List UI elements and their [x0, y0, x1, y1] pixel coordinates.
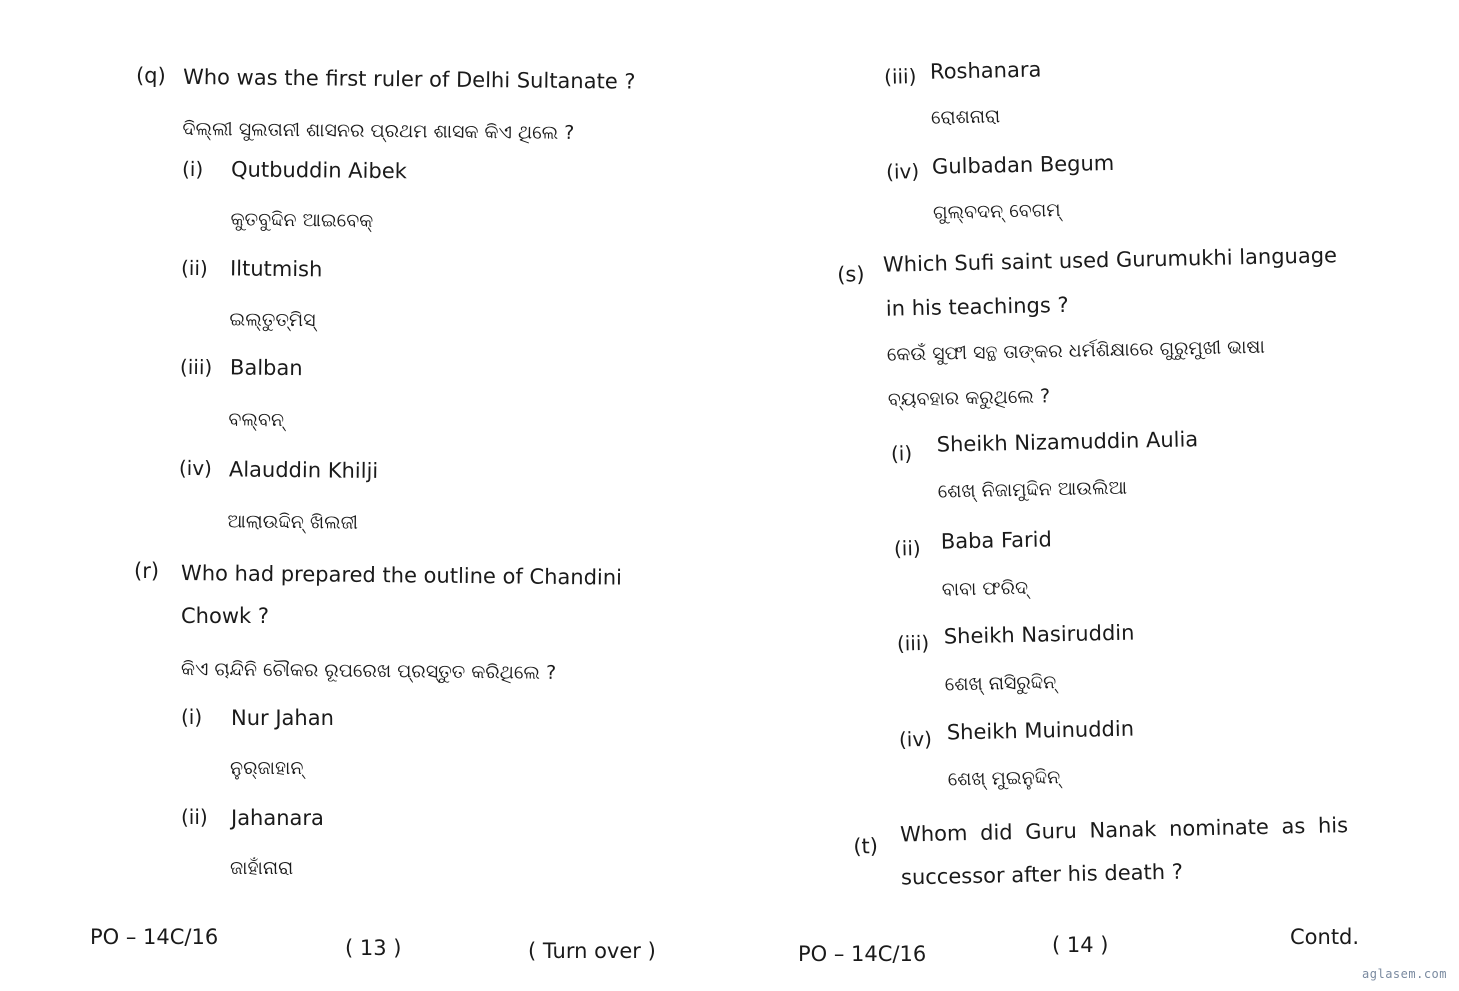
question-text-odia: କିଏ ଚାନ୍ଦିନି ଚୌକର ରୂପରେଖ ପ୍ରସ୍ତୁତ କରିଥିଲେ ? [180, 658, 557, 684]
page-number: ( 14 ) [1052, 933, 1109, 957]
question-r [0, 0, 730, 900]
option-english: Nur Jahan [231, 706, 334, 730]
question-text-english: Who had prepared the outline of Chandini [180, 561, 623, 590]
paper-code: PO – 14C/16 [798, 942, 927, 966]
question-text-english: Who was the first ruler of Delhi Sultanate ? [182, 64, 636, 94]
option-odia: ଆଲାଉଦ୍ଦିନ୍ ଖିଲଜୀ [227, 510, 359, 534]
contd-label: Contd. [1290, 925, 1360, 949]
option-number: (ii) [181, 805, 208, 829]
question-text-odia: ଦିଲ୍ଲୀ ସୁଲତାନୀ ଶାସନର ପ୍ରଥମ ଶାସକ କିଏ ଥିଲେ ? [182, 117, 575, 145]
option-odia: ଗୁଲ୍‌ବଦନ୍ ବେଗମ୍ [932, 199, 1061, 224]
option-english: Balban [229, 355, 303, 381]
option-number: (i) [890, 441, 913, 466]
option-odia: ଇଲ୍‌ତୁତ୍‌ମିସ୍ [229, 308, 316, 332]
option-number: (iii) [179, 354, 213, 380]
option-number: (i) [181, 705, 203, 729]
option-english: Jahanara [231, 806, 324, 830]
option-odia: ବାବା ଫରିଦ୍ [941, 576, 1029, 601]
turn-over-label: ( Turn over ) [528, 939, 656, 963]
option-odia: ଶେଖ୍ ନାସିରୁଦ୍ଦିନ୍ [944, 671, 1057, 696]
option-odia: ଶେଖ୍ ନିଜାମୁଦ୍ଦିନ ଆଉଲିଆ [937, 476, 1128, 503]
question-text-english: in his teachings ? [885, 292, 1069, 321]
option-odia: ଜାହାଁନାରା [230, 857, 294, 879]
watermark: aglasem.com [1362, 967, 1447, 981]
option-number: (i) [181, 156, 204, 182]
question-number: (q) [135, 63, 166, 88]
option-number: (iii) [883, 64, 917, 89]
option-number: (iv) [898, 726, 933, 752]
option-number: (ii) [893, 536, 921, 561]
option-english: Gulbadan Begum [931, 150, 1115, 179]
option-odia: ବଲ୍‌ବନ୍ [228, 408, 285, 431]
option-odia: ରୋଶନାରା [930, 105, 1001, 129]
option-number: (iv) [885, 159, 920, 184]
question-text-english: Chowk ? [181, 604, 269, 628]
question-text-english: successor after his death ? [900, 859, 1184, 890]
option-odia: କୁତବୁଦ୍ଦିନ ଆଇବେକ୍ [230, 208, 374, 232]
option-odia: ଶେଖ୍ ମୁଇନୁଦ୍ଦିନ୍ [947, 766, 1061, 791]
option-number: (iv) [178, 455, 213, 481]
option-english: Sheikh Nasiruddin [943, 620, 1135, 649]
question-t [721, 0, 1459, 900]
question-number: (r) [134, 559, 160, 583]
option-english: Qutbuddin Aibek [230, 157, 407, 184]
page-number: ( 13 ) [345, 936, 402, 960]
option-number: (iii) [896, 630, 930, 656]
question-number: (t) [853, 833, 879, 859]
option-odia: ନୁର୍‌ଜାହାନ୍ [230, 757, 304, 779]
option-english: Sheikh Nizamuddin Aulia [936, 427, 1199, 457]
option-english: Roshanara [929, 57, 1042, 84]
option-english: Baba Farid [940, 527, 1052, 554]
paper-code: PO – 14C/16 [90, 925, 219, 949]
question-text-english: Whom did Guru Nanak nominate as his [899, 813, 1349, 847]
option-number: (ii) [180, 255, 208, 281]
question-text-english: Which Sufi saint used Gurumukhi language [882, 243, 1338, 277]
option-english: Sheikh Muinuddin [946, 716, 1135, 745]
question-text-odia: କେଉଁ ସୁଫୀ ସନ୍ଥ ତାଙ୍କର ଧର୍ମଶିକ୍ଷାରେ ଗୁରୁମୁଖୀ ଭାଷା [886, 335, 1266, 366]
question-number: (s) [836, 262, 865, 287]
option-english: Iltutmish [229, 256, 323, 282]
option-english: Alauddin Khilji [228, 457, 379, 483]
question-text-odia: ବ୍ୟବହାର କରୁଥିଲେ ? [887, 385, 1051, 411]
